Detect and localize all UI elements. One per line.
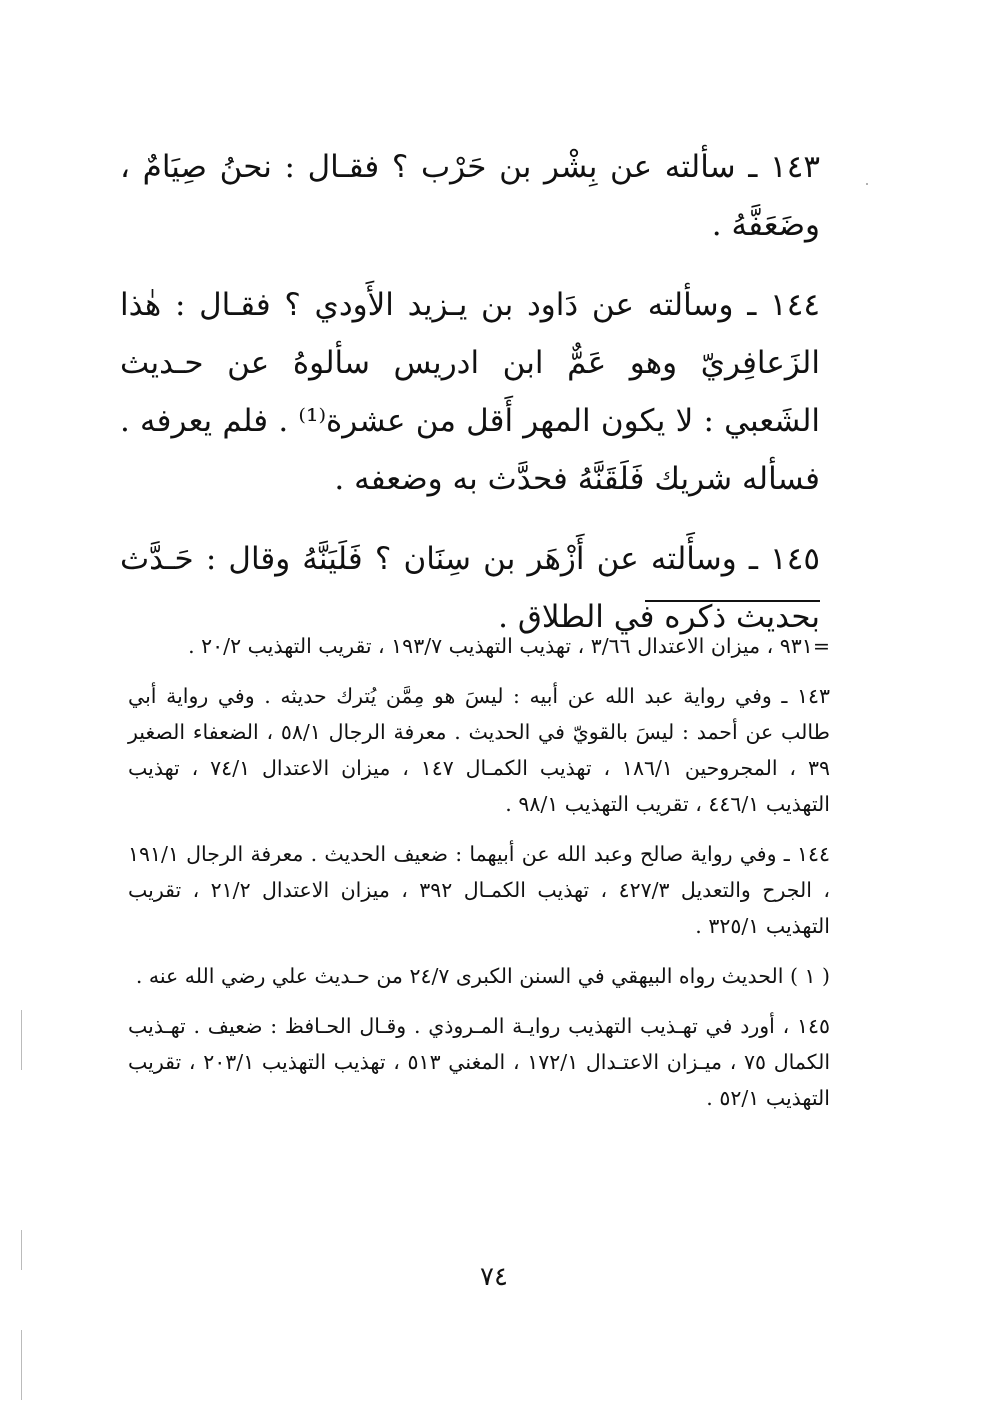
footnote-143: ١٤٣ ـ وفي رواية عبد الله عن أبيه : ليسَ هو مِمَّن يُترك حديثه . وفي رواية أبي طالب عن أحمد : ليسَ بالقويّ في الحديث . معرفة الرجال ٥٨/١ ، الضعفاء الصغير ٣٩ ، المجروحين ١٨٦/١ ، تهذيب الكمـال ١٤٧ ، ميزان الاعتدال ٧٤/١ ، تهذيب التهذيب ٤٤٦/١ ، تقريب التهذيب ٩٨/١ . (128, 684, 830, 816)
footnote-1: ( ١ ) الحديث رواه البيهقي في السنن الكبرى ٢٤/٧ من حـديث علي رضي الله عنه . (135, 964, 830, 988)
footnote-continuation: =٩٣١ ، ميزان الاعتدال ٣/٦٦ ، تهذيب التهذيب ١٩٣/٧ ، تقريب التهذيب ٢٠/٢ . (188, 634, 830, 658)
main-text (120, 138, 820, 668)
footnote-separator (645, 600, 820, 602)
page-number: ٧٤ (480, 1262, 508, 1292)
entry-144: ١٤٤ ـ وسألته عن دَاود بن يـزيد الأَودي ؟ فقـال : هٰذا الزَعافِريّ وهو عَمٌّ ابن ادريس سألوهُ عن حـديث الشَعبي : لا يكون المهر أَقل من عشرة⁽¹⁾ . فلم يعرفه . فسأله شريك فَلَقَنَّهُ فحدَّث به وضعفه . (120, 287, 821, 497)
footnotes (128, 628, 830, 1130)
scan-speck (866, 183, 868, 185)
scan-margin-mark (21, 1330, 22, 1400)
entry-145: ١٤٥ ـ وسأَلته عن أَزْهَر بن سِنَان ؟ فَلَيَنَّهُ وقال : حَـدَّث بحديث ذكره في الطلاق . (120, 541, 820, 635)
footnote-144: ١٤٤ ـ وفي رواية صالح وعبد الله عن أبيهما : ضعيف الحديث . معرفة الرجال ١٩١/١ ، الجرح والتعديل ٤٢٧/٣ ، تهذيب الكمـال ٣٩٢ ، ميزان الاعتدال ٢١/٢ ، تقريب التهذيب ٣٢٥/١ . (128, 842, 830, 938)
scan-margin-mark (21, 1010, 22, 1070)
scan-margin-mark (21, 1230, 22, 1270)
footnote-145: ١٤٥ ، أورد في تهـذيب التهذيب روايـة المـروذي . وقـال الحـافظ : ضعيف . تهـذيب الكمال ٧٥ ، ميـزان الاعتـدال ١٧٢/١ ، المغني ٥١٣ ، تهذيب التهذيب ٢٠٣/١ ، تقريب التهذيب ٥٢/١ . (128, 1014, 831, 1110)
entry-143: ١٤٣ ـ سألته عن بِشْر بن حَرْب ؟ فقـال : نحنُ صِيَامٌ ، وضَعَفَّهُ . (120, 149, 820, 243)
